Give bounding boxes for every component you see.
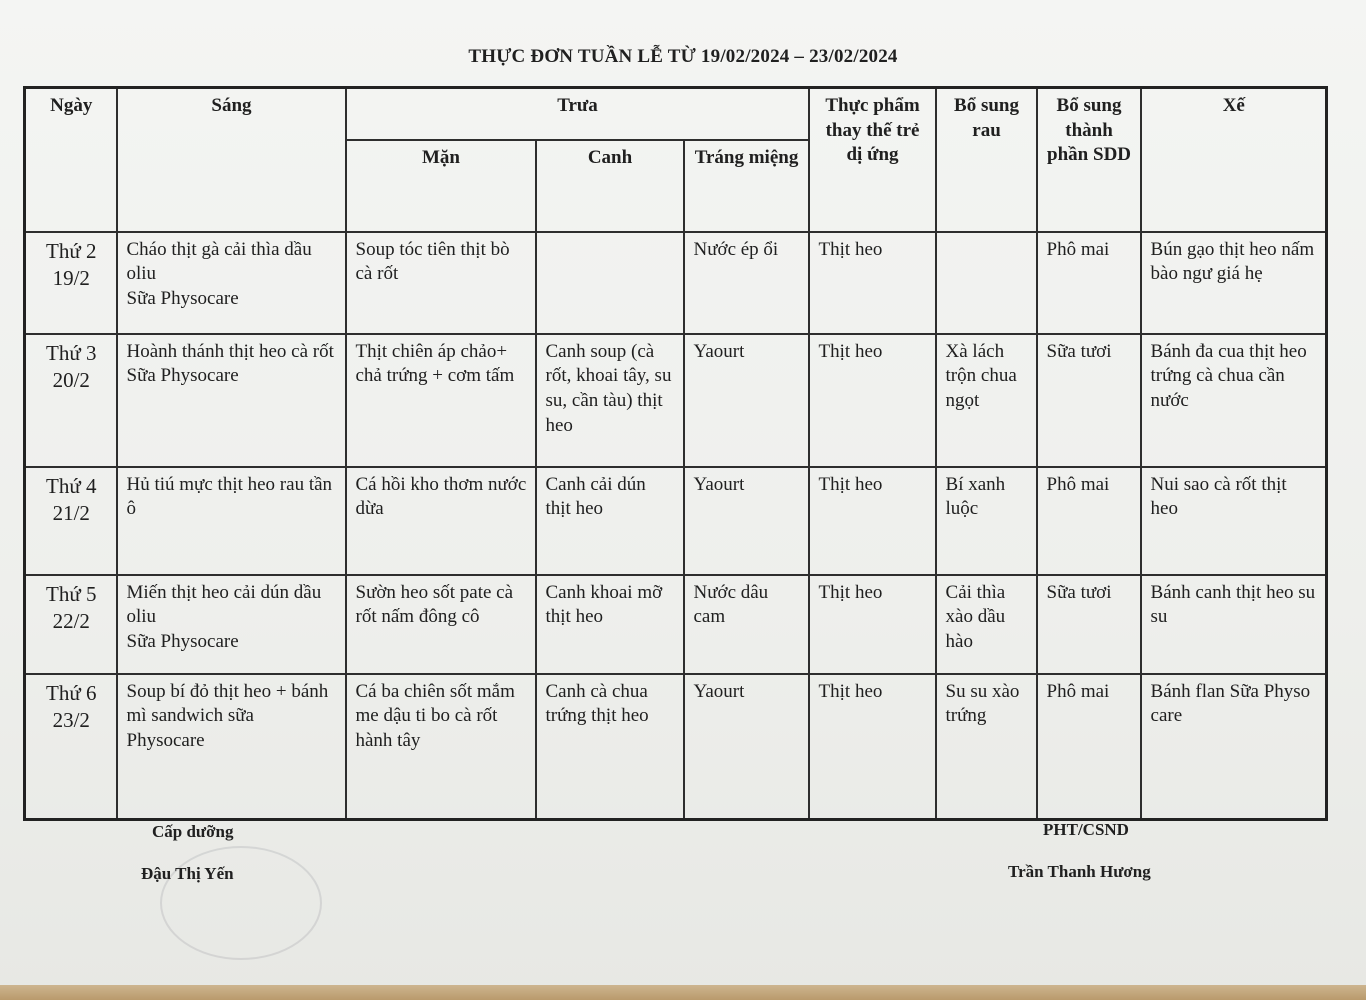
sdd-cell: Phô mai bbox=[1037, 674, 1141, 820]
afternoon-cell: Bún gạo thịt heo nấm bào ngư giá hẹ bbox=[1141, 232, 1327, 334]
substitute-cell: Thịt heo bbox=[809, 467, 936, 575]
desk-edge bbox=[0, 985, 1366, 1000]
main-dish-cell: Thịt chiên áp chảo+ chả trứng + cơm tấm bbox=[346, 334, 536, 467]
day-date: 21/2 bbox=[52, 500, 90, 525]
breakfast-cell bbox=[117, 674, 346, 820]
day-cell bbox=[25, 674, 117, 820]
main-dish-cell: Cá ba chiên sốt mắm me dậu ti bo cà rốt hành tây bbox=[346, 674, 536, 820]
afternoon-cell: Nui sao cà rốt thịt heo bbox=[1141, 467, 1327, 575]
substitute-cell: Thịt heo bbox=[809, 674, 936, 820]
table-row bbox=[25, 334, 1327, 467]
breakfast-dish: Miến thịt heo cải dún dầu oliu bbox=[126, 581, 322, 628]
afternoon-cell: Bánh canh thịt heo su su bbox=[1141, 575, 1327, 674]
day-name: Thứ 4 bbox=[46, 473, 97, 498]
vegetable-cell bbox=[936, 232, 1037, 334]
soup-cell: Canh cải dún thịt heo bbox=[536, 467, 684, 575]
header-soup: Canh bbox=[536, 140, 684, 232]
cook-title: Cấp dưỡng bbox=[152, 822, 234, 841]
dessert-cell: Yaourt bbox=[684, 334, 809, 467]
day-cell bbox=[25, 575, 117, 674]
soup-cell: Canh cà chua trứng thịt heo bbox=[536, 674, 684, 820]
header-dessert: Tráng miệng bbox=[684, 140, 809, 232]
day-cell bbox=[25, 467, 117, 575]
substitute-cell: Thịt heo bbox=[809, 232, 936, 334]
breakfast-drink: Sữa Physocare bbox=[126, 287, 239, 309]
day-date: 23/2 bbox=[52, 707, 90, 732]
table-row bbox=[25, 467, 1327, 575]
sdd-cell: Sữa tươi bbox=[1037, 575, 1141, 674]
breakfast-cell bbox=[117, 334, 346, 467]
weekly-menu-table bbox=[23, 86, 1328, 821]
breakfast-dish: Cháo thịt gà cải thìa dầu oliu bbox=[126, 238, 312, 285]
day-date: 20/2 bbox=[52, 367, 90, 392]
day-name: Thứ 3 bbox=[46, 340, 97, 365]
dessert-cell: Nước dâu cam bbox=[684, 575, 809, 674]
table-row bbox=[25, 575, 1327, 674]
main-dish-cell: Cá hồi kho thơm nước dừa bbox=[346, 467, 536, 575]
menu-title: THỰC ĐƠN TUẦN LỄ TỪ 19/02/2024 – 23/02/2024 bbox=[468, 46, 898, 67]
day-date: 22/2 bbox=[52, 608, 90, 633]
header-lunch: Trưa bbox=[346, 88, 809, 140]
day-cell bbox=[25, 334, 117, 467]
vegetable-cell: Su su xào trứng bbox=[936, 674, 1037, 820]
header-breakfast: Sáng bbox=[117, 88, 346, 232]
vice-principal-name: Trần Thanh Hương bbox=[1008, 862, 1151, 881]
header-main-dish: Mặn bbox=[346, 140, 536, 232]
breakfast-dish: Hoành thánh thịt heo cà rốt bbox=[126, 340, 334, 362]
header-extra-sdd: Bổ sung thành phần SDD bbox=[1037, 88, 1141, 232]
day-date: 19/2 bbox=[52, 265, 90, 290]
table-row bbox=[25, 232, 1327, 334]
soup-cell: Canh soup (cà rốt, khoai tây, su su, cần tàu) thịt heo bbox=[536, 334, 684, 467]
header-afternoon: Xế bbox=[1141, 88, 1327, 232]
vegetable-cell: Cải thìa xào dầu hào bbox=[936, 575, 1037, 674]
day-cell bbox=[25, 232, 117, 334]
table-row bbox=[25, 674, 1327, 820]
day-name: Thứ 6 bbox=[46, 680, 97, 705]
substitute-cell: Thịt heo bbox=[809, 334, 936, 467]
main-dish-cell: Soup tóc tiên thịt bò cà rốt bbox=[346, 232, 536, 334]
soup-cell: Canh khoai mỡ thịt heo bbox=[536, 575, 684, 674]
dessert-cell: Yaourt bbox=[684, 674, 809, 820]
day-name: Thứ 5 bbox=[46, 581, 97, 606]
dessert-cell: Nước ép ổi bbox=[684, 232, 809, 334]
afternoon-cell: Bánh đa cua thịt heo trứng cà chua cần nước bbox=[1141, 334, 1327, 467]
breakfast-cell bbox=[117, 467, 346, 575]
breakfast-drink: Sữa Physocare bbox=[126, 365, 239, 387]
vegetable-cell: Bí xanh luộc bbox=[936, 467, 1037, 575]
header-extra-vegetables: Bổ sung rau bbox=[936, 88, 1037, 232]
sdd-cell: Phô mai bbox=[1037, 467, 1141, 575]
header-allergy-substitute: Thực phẩm thay thế trẻ dị ứng bbox=[809, 88, 936, 232]
header-day: Ngày bbox=[25, 88, 117, 232]
breakfast-drink: Sữa Physocare bbox=[126, 630, 239, 652]
sdd-cell: Phô mai bbox=[1037, 232, 1141, 334]
substitute-cell: Thịt heo bbox=[809, 575, 936, 674]
vegetable-cell: Xà lách trộn chua ngọt bbox=[936, 334, 1037, 467]
breakfast-dish: Hủ tiú mực thịt heo rau tần ô bbox=[126, 473, 333, 520]
vice-principal-title: PHT/CSND bbox=[1043, 820, 1129, 839]
cook-name: Đậu Thị Yến bbox=[141, 864, 234, 883]
main-dish-cell: Sườn heo sốt pate cà rốt nấm đông cô bbox=[346, 575, 536, 674]
breakfast-dish: Soup bí đỏ thịt heo + bánh mì sandwich sữa Physocare bbox=[126, 680, 329, 751]
day-name: Thứ 2 bbox=[46, 238, 97, 263]
breakfast-cell bbox=[117, 232, 346, 334]
dessert-cell: Yaourt bbox=[684, 467, 809, 575]
sdd-cell: Sữa tươi bbox=[1037, 334, 1141, 467]
afternoon-cell: Bánh flan Sữa Physo care bbox=[1141, 674, 1327, 820]
soup-cell bbox=[536, 232, 684, 334]
breakfast-cell bbox=[117, 575, 346, 674]
